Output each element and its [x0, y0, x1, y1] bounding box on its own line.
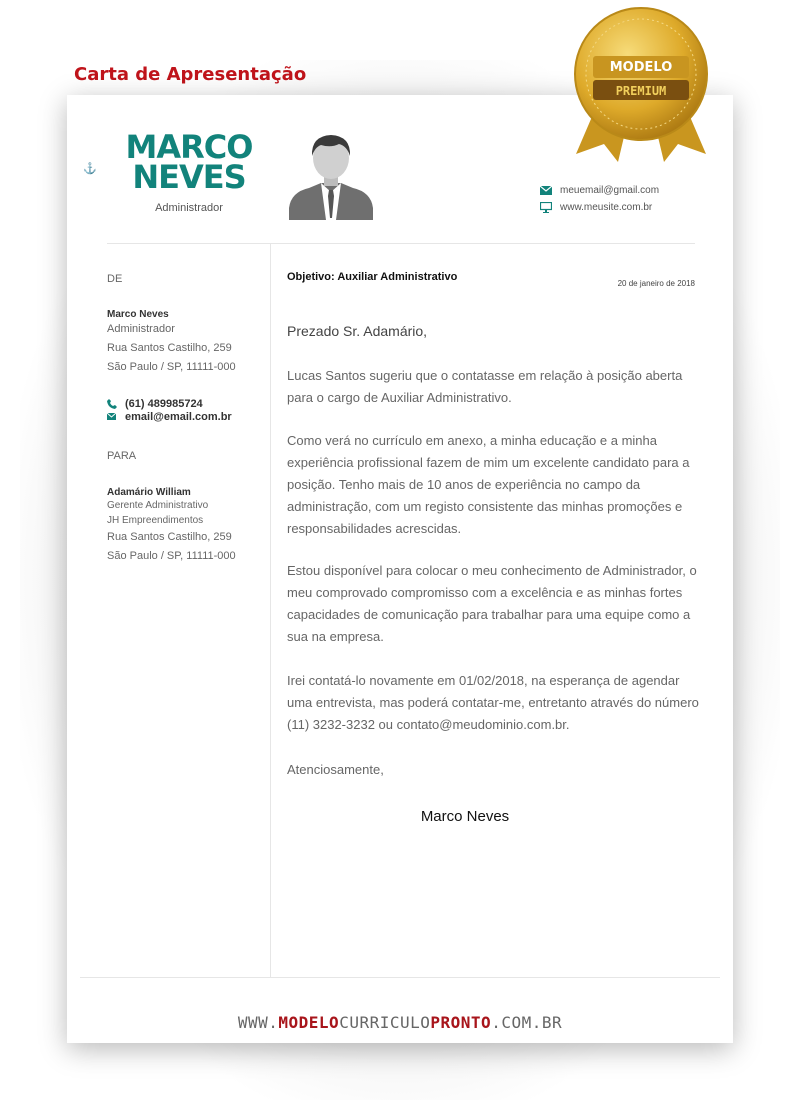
envelope-icon — [540, 186, 560, 195]
recipient-name: Adamário William — [107, 487, 191, 498]
column-divider — [270, 244, 271, 977]
candidate-name — [120, 128, 258, 196]
phone-icon — [107, 399, 125, 409]
last-name: NEVES — [132, 158, 246, 196]
page-heading: Carta de Apresentação — [74, 64, 307, 85]
sender-phone-row — [107, 397, 232, 410]
footer-divider — [80, 977, 720, 978]
letter-objective: Objetivo: Auxiliar Administrativo — [287, 271, 458, 283]
header-website-row — [540, 199, 659, 216]
recipient-address-1: Rua Santos Castilho, 259 — [107, 531, 232, 543]
sender-name: Marco Neves — [107, 309, 169, 320]
sender-phone[interactable]: (61) 489985724 — [125, 397, 203, 410]
letter-signature: Marco Neves — [420, 808, 510, 825]
anchor-icon: ⚓ — [83, 163, 97, 175]
badge-line-2: PREMIUM — [615, 84, 667, 98]
footer-url-highlight: PRONTO — [430, 1013, 492, 1032]
letter-paragraph: Lucas Santos sugeriu que o contatasse em relação à posição aberta para o cargo de Auxiliar Administrativo. — [287, 368, 683, 405]
sender-label: DE — [107, 273, 123, 285]
footer-url-part: .COM.BR — [491, 1013, 563, 1032]
sender-contacts — [107, 397, 232, 423]
recipient-block — [107, 487, 236, 566]
letter-paragraph: Estou disponível para colocar o meu conhecimento de Administrador, o meu comprovado compromisso com a excelência e as minhas fortes capacidades de comunicação para trabalhar para uma equipe como a sua na empresa. — [287, 563, 697, 644]
header-email[interactable]: meuemail@gmail.com — [560, 185, 660, 196]
header-divider — [107, 243, 695, 244]
letter-paragraph: Irei contatá-lo novamente em 01/02/2018, na esperança de agendar uma entrevista, mas poderá contatar-me, entretanto através do número (11) 3232-3232 ou contato@meudominio.com.br. — [287, 673, 699, 732]
recipient-company: JH Empreendimentos — [107, 515, 204, 526]
letter-closing: Atenciosamente, — [287, 762, 384, 777]
avatar-icon — [287, 128, 375, 225]
monitor-icon — [540, 202, 560, 213]
footer-url[interactable] — [67, 1013, 733, 1032]
header-contact — [540, 182, 659, 216]
recipient-label: PARA — [107, 450, 137, 462]
premium-badge — [566, 2, 716, 167]
sender-email[interactable]: email@email.com.br — [125, 410, 232, 423]
sender-role: Administrador — [107, 323, 175, 335]
badge-line-1: MODELO — [609, 60, 673, 75]
sender-address-1: Rua Santos Castilho, 259 — [107, 342, 232, 354]
footer-url-part: WWW. — [237, 1013, 279, 1032]
letter-date: 20 de janeiro de 2018 — [617, 279, 695, 288]
recipient-role: Gerente Administrativo — [107, 500, 209, 511]
footer-url-highlight: MODELO — [278, 1013, 340, 1032]
letter-paragraph: Como verá no currículo em anexo, a minha educação e a minha experiência profissional fazem de mim um excelente candidato para a posição. Tenho mais de 10 anos de experiência no campo da administração, com um registo consistente das minhas promoções e responsabilidades acrescidas. — [287, 433, 690, 536]
sender-block — [107, 309, 236, 377]
recipient-address-2: São Paulo / SP, 11111-000 — [107, 550, 236, 562]
letter-salutation: Prezado Sr. Adamário, — [287, 323, 428, 339]
candidate-role: Administrador — [155, 202, 223, 214]
first-name: MARCO — [125, 128, 253, 166]
sender-address-2: São Paulo / SP, 11111-000 — [107, 361, 236, 373]
footer-url-part: CURRICULO — [339, 1013, 431, 1032]
header-website[interactable]: www.meusite.com.br — [560, 202, 653, 213]
envelope-icon — [107, 413, 125, 420]
sender-email-row — [107, 410, 232, 423]
header-email-row — [540, 182, 659, 199]
